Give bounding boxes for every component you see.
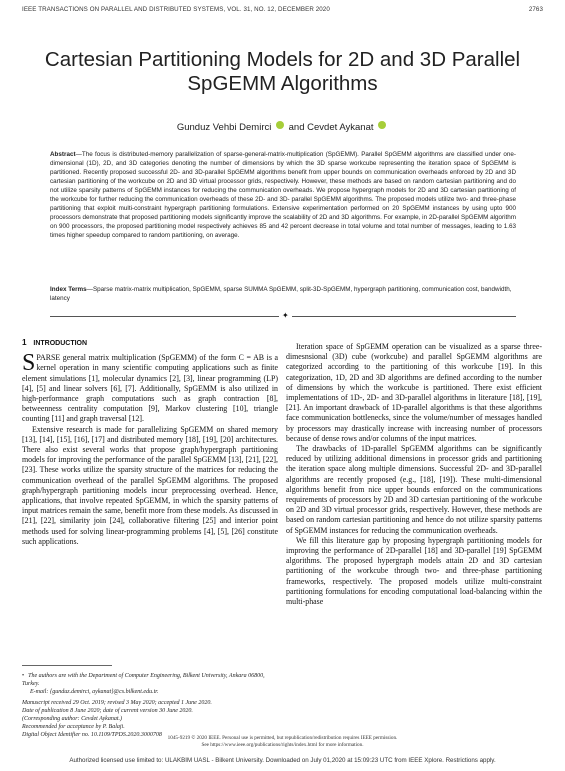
- footnote-received: Manuscript received 29 Oct. 2019; revised 3 May 2020; accepted 1 June 2020.: [22, 700, 212, 706]
- orcid-icon[interactable]: [378, 121, 386, 129]
- paragraph: Iteration space of SpGEMM operation can be visualized as a sparse three-dimesnsional (3D) cube (workcube) and parallel SpGEMM algorithms are categorized according to the partitioning of this workcube [19]. In this categorization, 1D, 2D and 3D algorithms are defined according to the number of dimensions by which the workcube is partitioned. There exist efficient implementations of 1D-, 2D- and 3D-parallel algorithms in literature [18], [19], [21]. An important drawback of 1D-parallel algorithms is that these algorithms face communication bottlenecks, since the volume/number of messages handled by processors may drastically increase with increasing number of processors because of dense rows and/or columns of the input matrices.: [286, 342, 542, 443]
- paragraph-text: PARSE general matrix multiplication (SpGEMM) of the form C = AB is a kernel operation in many scientific computing applications such as finite element simulations [1], molecular dynamics [2], [3], linear programming (LP) [4], [5] and linear solvers [6], [7]. Additionally, SpGEMM is also utilized in high-performance graph computations such as graph contraction [8], betweenness centrality computation [9], Markov clustering [10], triangle counting [11] and graph traversal [12].: [22, 353, 278, 424]
- paragraph: The drawbacks of 1D-parallel SpGEMM algorithms can be significantly reduced by utilizing additional dimensions in processor grids and partitioning the iteration space along multiple dimensions. Successful 2D- and 3D-parallel algorithms are recently proposed (e.g., [18], [19]). These multi-dimensional algorithms benefit from nice upper bounds enforced on the communications requirements of processors by 2D and 3D cartesian partitioning of the workcube on 2D and 3D virtual processor grids, respectively. However, these methods are based on random cartesian partitioning and hence do not utilize sparsity patterns of SpGEMM instances for reducing the communication overheads.: [286, 444, 542, 535]
- left-column: [22, 338, 278, 547]
- paragraph: Extensive research is made for parallelizing SpGEMM on shared memory [13], [14], [15], [16], [17] and distributed memory [18], [19], [20] architectures. There also exist several works that propose graph/hypergraph partitioning models for improving the performance of the parallel SpGEMM [13], [21], [22], [23]. These works utilize the sparsity structure of the matrices for reducing the communication overhead of the parallel SpGEMM algorithms. The proposed graph/hypergraph partitioning models incur preprocessing overhead. Hence, applications, that involve repeated SpGEMM, in which the sparsity patterns of input matrices remain the same, benefit more from these models. As discussed in [21], [22], similarity join [24], collaborative filtering [25] and interior point methods used for solving linear-programming problems [4], [5], [26] constitute such applications.: [22, 424, 278, 546]
- abstract-label: Abstract: [50, 151, 76, 158]
- paragraph: We fill this literature gap by proposing hypergraph partitioning models for improving the performance of 2D-parallel [18] and 3D-parallel [19] SpGEMM algorithms. The proposed hypergraph models attain 2D and 3D cartesian partitioning of the workcube through two- and three-phase partitioning frameworks, respectively. The proposed models utilize multi-constraint partitioning formulations for encoding computational load-balancing within the multi-phase: [286, 535, 542, 607]
- paper-title: Cartesian Partitioning Models for 2D and 3D Parallel SpGEMM Algorithms: [44, 48, 521, 95]
- index-terms-text: —Sparse matrix-matrix multiplication, SpGEMM, sparse SUMMA SpGEMM, split-3D-SpGEMM, hypergraph partitioning, communication cost, bandwidth, latency: [50, 286, 512, 303]
- right-column: [286, 342, 542, 607]
- footnote-publication: Date of publication 8 June 2020; date of current version 30 June 2020.: [22, 708, 193, 714]
- author-conjunction: and: [288, 122, 305, 133]
- running-header: [22, 6, 543, 13]
- orcid-icon[interactable]: [276, 121, 284, 129]
- journal-header: IEEE TRANSACTIONS ON PARALLEL AND DISTRIBUTED SYSTEMS, VOL. 31, NO. 12, DECEMBER 2020: [22, 6, 330, 13]
- author-name: Gunduz Vehbi Demirci: [176, 122, 272, 133]
- copyright-notice: [60, 735, 505, 748]
- bullet: •: [22, 673, 25, 679]
- section-heading: [22, 338, 278, 349]
- author-name: Cevdet Aykanat: [307, 122, 374, 133]
- footnote-recommended: Recommended for acceptance by P. Balaji.: [22, 724, 125, 730]
- page-number: 2763: [528, 6, 543, 13]
- abstract: [50, 150, 516, 240]
- paragraph: [22, 350, 278, 424]
- footnote-rule: [22, 665, 112, 666]
- abstract-text: —The focus is distributed-memory parallelization of sparse-general-matrix-multiplication (SpGEMM). Parallel SpGEMM algorithms are classified under one-dimensional (1D), 2D, and 3D categories denoting the number of dimensions by which the 3D sparse workcube representing the iteration space of SpGEMM is partitioned. Recently proposed successful 2D- and 3D-parallel SpGEMM algorithms benefit from upper bounds on communication overheads enforced by 2D and 3D cartesian partitioning of the workcube on 2D and 3D virtual processor grids, respectively. However, these methods are based on random cartesian partitioning and do not utilize sparsity patterns of SpGEMM instances for reducing the communication overheads. We propose hypergraph models for 2D and 3D cartesian partitioning of the workcube for further reducing the communication overheads of these 2D- and 3D- parallel SpGEMM algorithms. The proposed models utilize two- and three-phase partitioning that exploit multi-constraint hypergraph partitioning formulations. Extensive experimentation performed on 20 SpGEMM instances by using upto 900 processors demonstrate that proposed partitioning models significantly improve the scalability of 2D and 3D algorithms. For example, in 2D-parallel SpGEMM algorithm on 900 processors, the proposed partitioning model respectively achieves 85 and 42 percent decrease in total volume and total number of messages, leading to 1.63 times higher speedup compared to random partitioning, on average.: [50, 151, 516, 240]
- section-number: 1: [22, 338, 27, 347]
- divider-ornament-icon: ✦: [279, 311, 292, 320]
- author-line: [30, 121, 535, 133]
- footnote-doi: Digital Object Identifier no. 10.1109/TPDS.2020.3000708: [22, 732, 162, 738]
- drop-cap: S: [22, 350, 36, 377]
- footnote-corresponding: (Corresponding author: Cevdet Aykanat.): [22, 716, 122, 722]
- section-title: INTRODUCTION: [33, 340, 88, 347]
- copyright-link[interactable]: See https://www.ieee.org/publications/rights/index.html for more information.: [201, 741, 364, 748]
- footnote-affiliation: • The authors are with the Department of Computer Engineering, Bilkent University, Ankara 06800, Turkey.: [22, 673, 265, 687]
- index-terms: [50, 285, 516, 303]
- footnote-email[interactable]: E-mail: {gunduz.demirci, aykanat}@cs.bilkent.edu.tr.: [30, 689, 159, 695]
- footnote: [22, 672, 278, 739]
- copyright-line: 1045-9219 © 2020 IEEE. Personal use is permitted, but republication/redistribution requires IEEE permission.: [167, 735, 398, 741]
- license-footer: Authorized licensed use limited to: ULAKBIM UASL - Bilkent University. Downloaded on July 01,2020 at 15:09:23 UTC from IEEE Xplore. Restrictions apply.: [69, 757, 496, 764]
- index-terms-label: Index Terms: [50, 286, 87, 293]
